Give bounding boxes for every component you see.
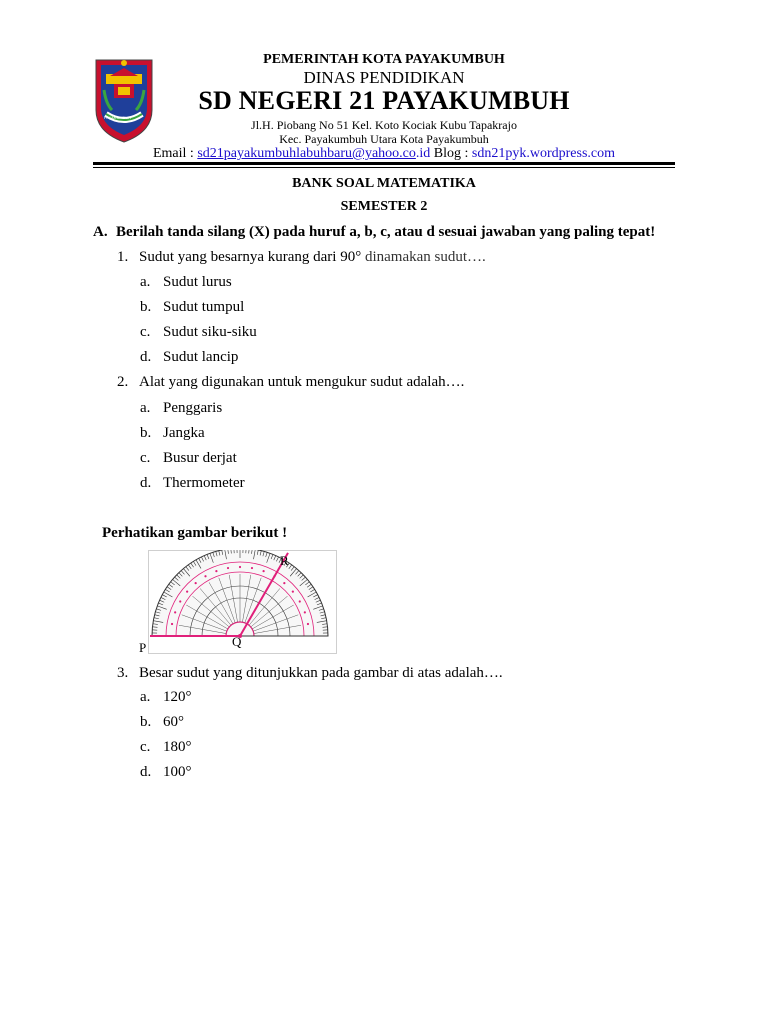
- protractor-dot: [195, 582, 197, 584]
- protractor-dot: [304, 611, 306, 613]
- option-2d[interactable]: d. Thermometer: [140, 475, 245, 491]
- school-name: SD NEGERI 21 PAYAKUMBUH: [198, 86, 570, 115]
- label-r: R: [280, 553, 289, 568]
- blog-label: Blog :: [433, 146, 469, 161]
- protractor-dot: [283, 582, 285, 584]
- question-3: [117, 665, 503, 682]
- protractor-icon: [148, 550, 336, 654]
- protractor-dot: [179, 600, 181, 602]
- protractor-dot: [186, 591, 188, 593]
- government-name: PEMERINTAH KOTA PAYAKUMBUH: [263, 52, 505, 67]
- header-rule-thin: [93, 167, 675, 168]
- option-3a[interactable]: a. 120°: [140, 689, 192, 705]
- option-2a[interactable]: a. Penggaris: [140, 400, 223, 416]
- protractor-dot: [215, 570, 217, 572]
- agency-name: DINAS PENDIDIKAN: [303, 68, 465, 87]
- question-text: Alat yang digunakan untuk mengukur sudut adalah….: [139, 374, 465, 390]
- email-suffix[interactable]: .id: [415, 146, 431, 161]
- option-1b[interactable]: b. Sudut tumpul: [140, 299, 245, 315]
- figure-intro: Perhatikan gambar berikut !: [102, 525, 288, 541]
- protractor-dot: [251, 567, 253, 569]
- option-2c[interactable]: c. Busur derjat: [140, 450, 237, 466]
- doc-semester: SEMESTER 2: [340, 199, 428, 214]
- question-number: 1.: [117, 249, 129, 265]
- option-2b[interactable]: b. Jangka: [140, 425, 205, 441]
- label-p: P: [139, 640, 147, 655]
- question-text-tail: dinamakan sudut….: [361, 249, 486, 265]
- option-3c[interactable]: c. 180°: [140, 739, 192, 755]
- option-3b[interactable]: b. 60°: [140, 714, 184, 730]
- logo-text: PAYAKUMBUH: [104, 115, 132, 120]
- option-3d[interactable]: d. 100°: [140, 764, 192, 780]
- option-1d[interactable]: d. Sudut lancip: [140, 349, 239, 365]
- protractor-dot: [227, 567, 229, 569]
- protractor-dot: [174, 611, 176, 613]
- email-label: Email :: [152, 146, 194, 161]
- question-2: [117, 374, 464, 391]
- contact-line: [0, 146, 768, 162]
- blog-link[interactable]: sdn21pyk.wordpress.com: [471, 146, 616, 161]
- protractor-dot: [292, 591, 294, 593]
- option-1c[interactable]: c. Sudut siku-siku: [140, 324, 257, 340]
- protractor-dot: [239, 566, 241, 568]
- label-q: Q: [232, 634, 242, 649]
- question-number: 2.: [117, 374, 129, 390]
- protractor-dot: [204, 575, 206, 577]
- protractor-dot: [307, 623, 309, 625]
- question-1: [117, 249, 486, 266]
- email-link[interactable]: sd21payakumbuhlabuhbaru@yahoo.co: [197, 146, 416, 161]
- header-rule-thick: [93, 162, 675, 165]
- option-1a[interactable]: a. Sudut lurus: [140, 274, 232, 290]
- doc-title: BANK SOAL MATEMATIKA: [292, 176, 476, 191]
- protractor-dot: [262, 570, 264, 572]
- address-line-2: Kec. Payakumbuh Utara Kota Payakumbuh: [279, 132, 489, 146]
- section-letter: A.: [93, 224, 108, 240]
- protractor-dot: [171, 623, 173, 625]
- address-line-1: Jl.H. Piobang No 51 Kel. Koto Kociak Kubu Tapakrajo: [251, 118, 517, 132]
- question-text: Besar sudut yang ditunjukkan pada gambar di atas adalah….: [139, 665, 503, 681]
- instruction-text: Berilah tanda silang (X) pada huruf a, b, c, atau d sesuai jawaban yang paling tepat!: [116, 224, 656, 240]
- question-number: 3.: [117, 665, 129, 681]
- section-instruction: [93, 224, 655, 241]
- question-text: Sudut yang besarnya kurang dari 90°: [139, 249, 362, 265]
- protractor-dot: [299, 600, 301, 602]
